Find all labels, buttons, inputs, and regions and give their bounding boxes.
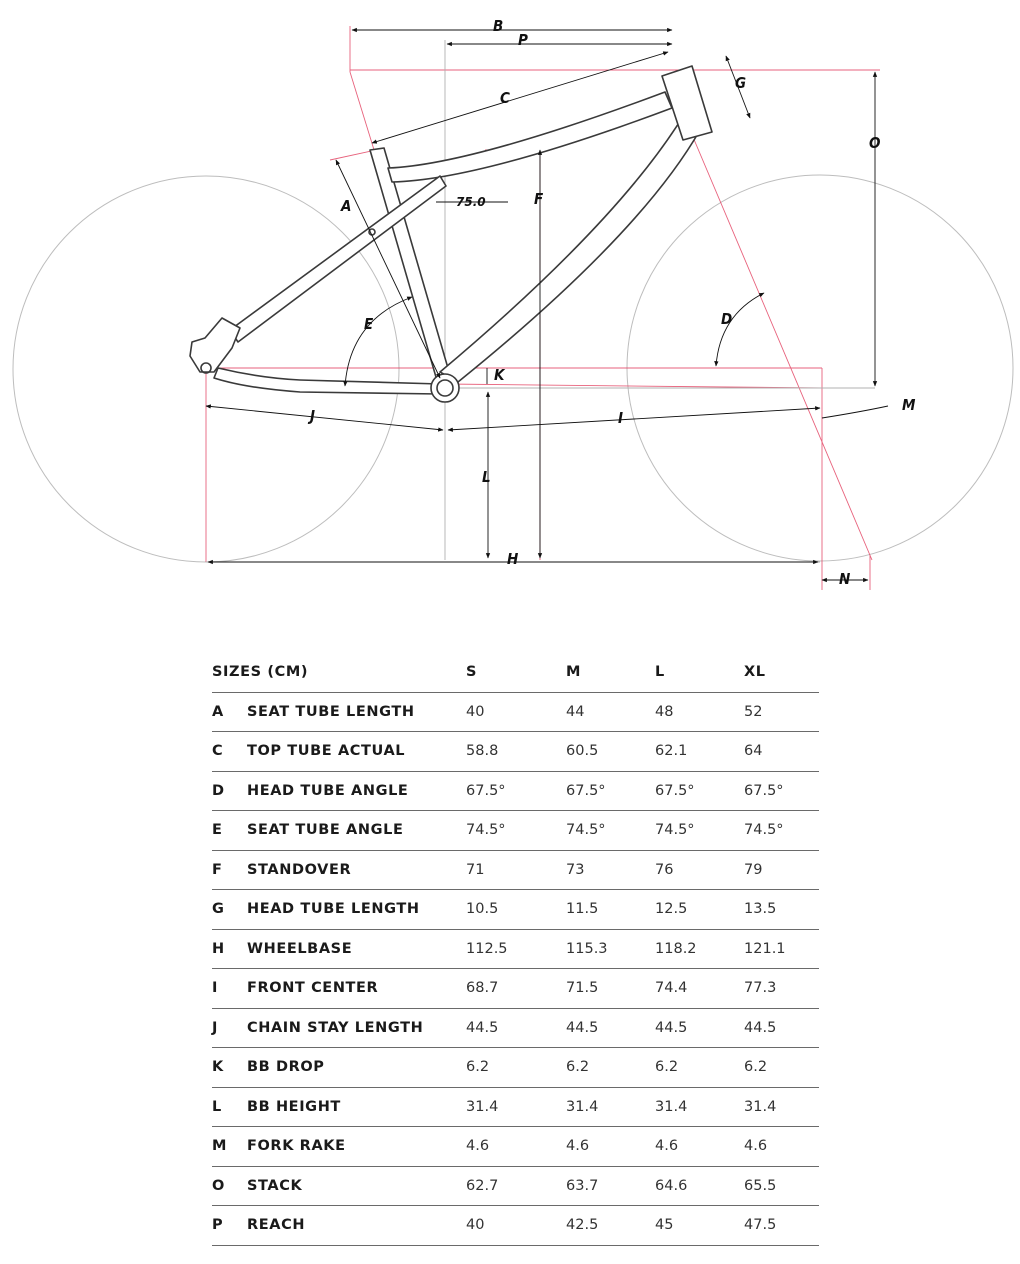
value-size-m: 11.5 — [566, 890, 655, 930]
table-row — [212, 1166, 819, 1206]
table-row — [212, 732, 819, 772]
size-header-xl: XL — [744, 653, 819, 692]
value-size-xl: 52 — [744, 692, 819, 732]
table-row — [212, 929, 819, 969]
row-parameter-name: SEAT TUBE ANGLE — [247, 811, 466, 851]
row-parameter-name: STANDOVER — [247, 850, 466, 890]
value-size-m: 74.5° — [566, 811, 655, 851]
row-parameter-name: HEAD TUBE ANGLE — [247, 771, 466, 811]
value-size-xl: 121.1 — [744, 929, 819, 969]
row-code: E — [212, 811, 247, 851]
value-size-s: 4.6 — [466, 1127, 566, 1167]
value-size-s: 10.5 — [466, 890, 566, 930]
label-m: M — [902, 396, 916, 414]
row-parameter-name: FRONT CENTER — [247, 969, 466, 1009]
value-size-m: 60.5 — [566, 732, 655, 772]
value-size-l: 45 — [655, 1206, 744, 1246]
value-size-s: 58.8 — [466, 732, 566, 772]
value-size-s: 6.2 — [466, 1048, 566, 1088]
label-h: H — [507, 550, 519, 568]
label-a: A — [341, 197, 352, 215]
value-size-l: 64.6 — [655, 1166, 744, 1206]
row-parameter-name: HEAD TUBE LENGTH — [247, 890, 466, 930]
value-size-l: 118.2 — [655, 929, 744, 969]
value-size-xl: 6.2 — [744, 1048, 819, 1088]
value-size-s: 67.5° — [466, 771, 566, 811]
value-size-m: 67.5° — [566, 771, 655, 811]
geometry-table — [212, 653, 819, 1246]
value-size-m: 4.6 — [566, 1127, 655, 1167]
value-size-l: 4.6 — [655, 1127, 744, 1167]
table-row — [212, 969, 819, 1009]
label-o: O — [869, 134, 881, 152]
table-row — [212, 771, 819, 811]
value-size-m: 63.7 — [566, 1166, 655, 1206]
value-size-xl: 44.5 — [744, 1008, 819, 1048]
table-row — [212, 850, 819, 890]
row-parameter-name: TOP TUBE ACTUAL — [247, 732, 466, 772]
label-d: D — [721, 310, 733, 328]
label-j: J — [310, 407, 316, 425]
value-size-xl: 79 — [744, 850, 819, 890]
value-size-l: 12.5 — [655, 890, 744, 930]
bike-geometry-diagram — [0, 0, 1020, 600]
value-size-l: 74.4 — [655, 969, 744, 1009]
row-parameter-name: REACH — [247, 1206, 466, 1246]
label-k: K — [494, 366, 505, 384]
value-size-xl: 67.5° — [744, 771, 819, 811]
row-code: L — [212, 1087, 247, 1127]
label-g: G — [735, 74, 747, 92]
row-parameter-name: SEAT TUBE LENGTH — [247, 692, 466, 732]
label-l: L — [482, 468, 491, 486]
label-p: P — [518, 31, 528, 49]
size-header-m: M — [566, 653, 655, 692]
value-size-s: 40 — [466, 1206, 566, 1246]
label-seat-angle-value: 75.0 — [456, 195, 486, 209]
value-size-l: 62.1 — [655, 732, 744, 772]
value-size-xl: 47.5 — [744, 1206, 819, 1246]
label-e: E — [364, 315, 374, 333]
value-size-s: 68.7 — [466, 969, 566, 1009]
value-size-xl: 74.5° — [744, 811, 819, 851]
row-parameter-name: BB HEIGHT — [247, 1087, 466, 1127]
value-size-xl: 77.3 — [744, 969, 819, 1009]
size-header-l: L — [655, 653, 744, 692]
value-size-m: 6.2 — [566, 1048, 655, 1088]
value-size-l: 31.4 — [655, 1087, 744, 1127]
size-header-s: S — [466, 653, 566, 692]
row-parameter-name: WHEELBASE — [247, 929, 466, 969]
row-code: A — [212, 692, 247, 732]
row-code: D — [212, 771, 247, 811]
table-row — [212, 890, 819, 930]
value-size-m: 44.5 — [566, 1008, 655, 1048]
bike-frame — [190, 66, 712, 402]
table-row — [212, 1048, 819, 1088]
table-row — [212, 692, 819, 732]
table-row — [212, 1008, 819, 1048]
table-row — [212, 1087, 819, 1127]
value-size-xl: 65.5 — [744, 1166, 819, 1206]
value-size-s: 71 — [466, 850, 566, 890]
table-header-row — [212, 653, 819, 692]
value-size-xl: 31.4 — [744, 1087, 819, 1127]
label-i: I — [618, 409, 624, 427]
value-size-m: 73 — [566, 850, 655, 890]
table-title: SIZES (CM) — [212, 653, 466, 692]
value-size-m: 44 — [566, 692, 655, 732]
row-code: P — [212, 1206, 247, 1246]
value-size-l: 44.5 — [655, 1008, 744, 1048]
value-size-m: 42.5 — [566, 1206, 655, 1246]
value-size-l: 67.5° — [655, 771, 744, 811]
value-size-l: 48 — [655, 692, 744, 732]
table-body — [212, 692, 819, 1245]
value-size-s: 40 — [466, 692, 566, 732]
table-row — [212, 1127, 819, 1167]
value-size-l: 74.5° — [655, 811, 744, 851]
label-b: B — [493, 17, 504, 35]
row-parameter-name: BB DROP — [247, 1048, 466, 1088]
label-c: C — [500, 89, 510, 107]
row-code: G — [212, 890, 247, 930]
row-parameter-name: CHAIN STAY LENGTH — [247, 1008, 466, 1048]
label-n: N — [839, 570, 851, 588]
row-parameter-name: STACK — [247, 1166, 466, 1206]
value-size-s: 74.5° — [466, 811, 566, 851]
row-code: K — [212, 1048, 247, 1088]
value-size-s: 44.5 — [466, 1008, 566, 1048]
label-f: F — [534, 190, 544, 208]
value-size-xl: 13.5 — [744, 890, 819, 930]
row-code: O — [212, 1166, 247, 1206]
value-size-s: 31.4 — [466, 1087, 566, 1127]
value-size-l: 6.2 — [655, 1048, 744, 1088]
value-size-m: 115.3 — [566, 929, 655, 969]
value-size-m: 31.4 — [566, 1087, 655, 1127]
row-code: F — [212, 850, 247, 890]
value-size-s: 62.7 — [466, 1166, 566, 1206]
table-row — [212, 811, 819, 851]
value-size-xl: 64 — [744, 732, 819, 772]
value-size-s: 112.5 — [466, 929, 566, 969]
row-code: J — [212, 1008, 247, 1048]
value-size-l: 76 — [655, 850, 744, 890]
row-code: I — [212, 969, 247, 1009]
value-size-xl: 4.6 — [744, 1127, 819, 1167]
row-parameter-name: FORK RAKE — [247, 1127, 466, 1167]
row-code: C — [212, 732, 247, 772]
table-row — [212, 1206, 819, 1246]
row-code: H — [212, 929, 247, 969]
value-size-m: 71.5 — [566, 969, 655, 1009]
row-code: M — [212, 1127, 247, 1167]
